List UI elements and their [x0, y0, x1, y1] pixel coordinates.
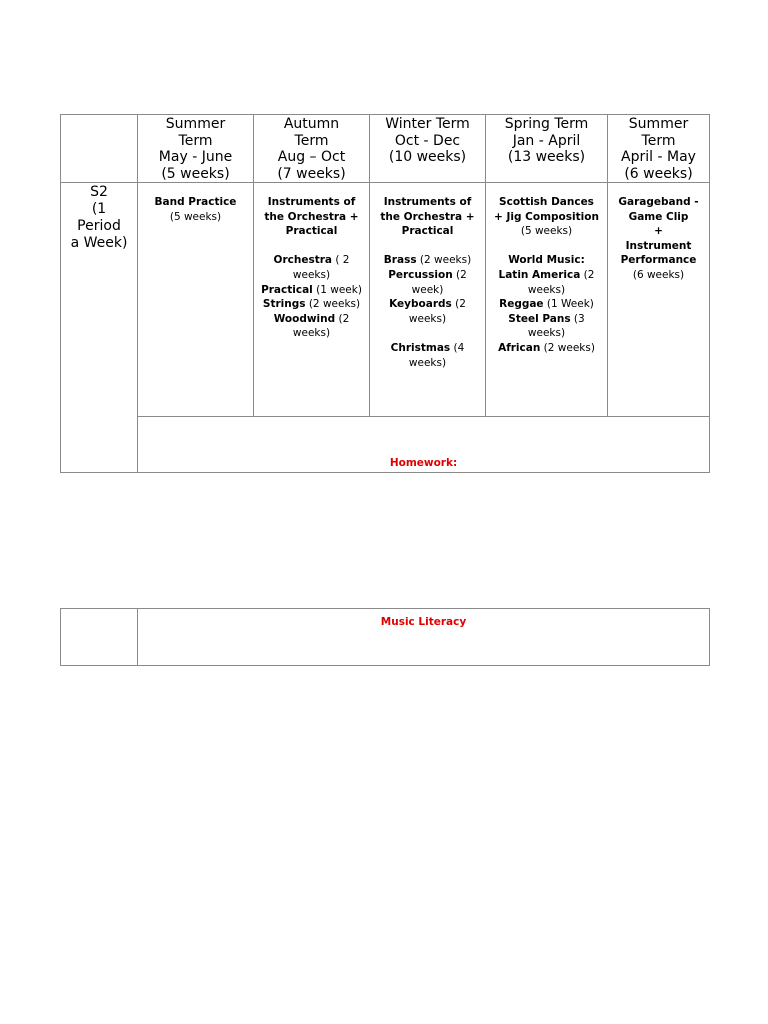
music-literacy-cell [138, 609, 710, 666]
homework-label: Homework: [389, 457, 458, 469]
header-summer-term: Summer Term May - June (5 weeks) [138, 115, 254, 183]
curriculum-table [60, 114, 710, 473]
corner-cell [61, 115, 138, 183]
music-literacy-label: Music Literacy [380, 616, 467, 628]
music-literacy-label-cell [61, 609, 138, 666]
header-winter-term: Winter Term Oct - Dec (10 weeks) [370, 115, 486, 183]
cell-world-music: Scottish Dances + Jig Composition (5 weeks) World Music: Latin America (2 weeks) Reggae (1 Week) Steel Pans (3 weeks) African (2 weeks) [486, 183, 608, 417]
homework-cell [138, 417, 710, 473]
row-label-s2: S2 (1 Period a Week) [61, 183, 138, 473]
header-summer-term-2: Summer Term April - May (6 weeks) [608, 115, 710, 183]
header-spring-term: Spring Term Jan - April (13 weeks) [486, 115, 608, 183]
music-literacy-table [60, 608, 710, 666]
cell-band-practice: Band Practice (5 weeks) [138, 183, 254, 417]
cell-instruments-orchestra-autumn: Instruments of the Orchestra + Practical Orchestra ( 2 weeks) Practical (1 week) Strings (2 weeks) Woodwind (2 weeks) [254, 183, 370, 417]
cell-instruments-orchestra-winter: Instruments of the Orchestra + Practical Brass (2 weeks) Percussion (2 week) Keyboards (2 weeks) Christmas (4 weeks) [370, 183, 486, 417]
header-autumn-term: Autumn Term Aug – Oct (7 weeks) [254, 115, 370, 183]
cell-garageband: Garageband - Game Clip + Instrument Performance (6 weeks) [608, 183, 710, 417]
